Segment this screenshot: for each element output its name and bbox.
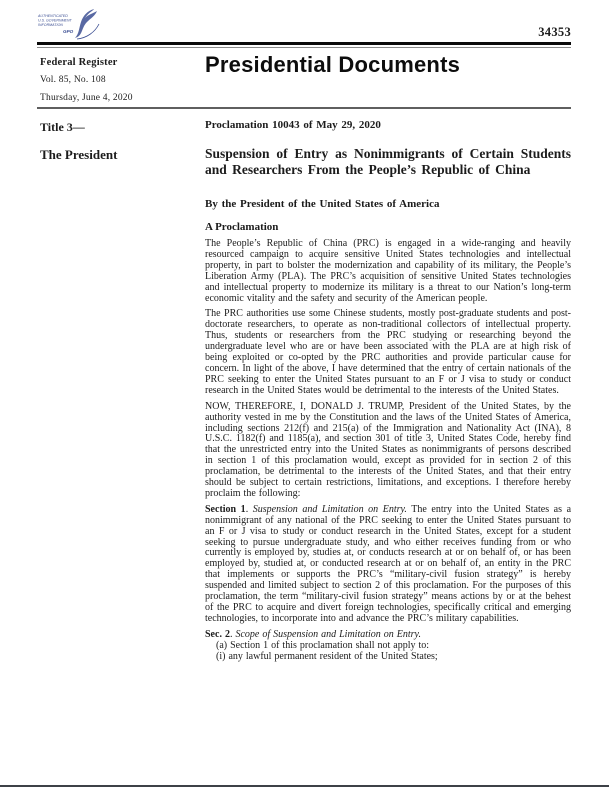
the-president-label: The President	[40, 147, 118, 162]
section-2-label: Sec. 2	[205, 628, 230, 640]
content-area	[37, 119, 571, 663]
eagle-swoosh	[75, 9, 97, 38]
section-2-title: Scope of Suspension and Limitation on Entry.	[235, 628, 421, 640]
item-a: (a) Section 1 of this proclamation shall not apply to:	[216, 639, 430, 651]
logo-line-1: AUTHENTICATED	[38, 14, 68, 18]
page-bottom-edge	[0, 785, 609, 787]
gpo-authenticated-logo	[37, 8, 109, 42]
mid-rule	[37, 107, 571, 109]
volume-number: Vol. 85, No. 108	[40, 75, 106, 85]
section-1-text: The entry into the United States as a nonimmigrant of any national of the PRC seeking to enter the United States pursuant to an F or J visa to study or conduct research in the United States, except for a student seeking to pursue undergraduate study, and who either receives funding from or who currently is employed by, studies at, or conducts research at or on behalf of, or has been employed by, studied at, or conducted research at or on behalf of, an entity in the PRC that implements or supports the PRC’s “military-civil fusion strategy” is hereby suspended and limited subject to section 2 of this proclamation. For the purposes of this proclamation, the term “military-civil fusion strategy” means actions by or at the behest of the PRC to acquire and divert foreign technologies, specifically critical and emerging technologies, to incorporate into and advance the PRC’s military capabilities.	[205, 503, 572, 624]
item-i: (i) any lawful permanent resident of the United States;	[216, 650, 438, 662]
title-sidebar	[40, 120, 200, 163]
proclamation-number-line: Proclamation 10043 of May 29, 2020	[205, 119, 381, 131]
byline: By the President of the United States of America	[205, 198, 440, 210]
a-proclamation-heading: A Proclamation	[205, 221, 279, 233]
paragraph-1: The People’s Republic of China (PRC) is engaged in a wide-ranging and heavily resourced campaign to acquire sensitive United States technologies and intellectual property, in part to bolster the modernization and capability of its military, the People’s Liberation Army (PLA). The PRC’s acquisition of sensitive United States technologies and intellectual property to modernize its military is a threat to our Nation’s long-term economic vitality and the safety and security of the American people.	[205, 238, 571, 304]
section-1-separator: .	[245, 503, 253, 515]
section-1-title: Suspension and Limitation on Entry.	[252, 503, 407, 515]
section-2-separator: .	[229, 628, 236, 640]
top-rule-thick	[37, 42, 571, 45]
paragraph-3: NOW, THEREFORE, I, DONALD J. TRUMP, President of the United States, by the authority vested in me by the Constitution and the laws of the United States of America, including sections 212(f) and 215(a) of the Immigration and Nationality Act (INA), 8 U.S.C. 1182(f) and 1185(a), and section 301 of title 3, United States Code, hereby find that the unrestricted entry into the United States as nonimmigrants of persons described in section 1 of this proclamation would, except as provided for in section 2 of this proclamation, be detrimental to the interests of the United States, and that their entry should be subject to certain restrictions, limitations, and exceptions. I therefore hereby proclaim the following:	[205, 400, 571, 499]
proclamation-body	[205, 119, 571, 663]
top-rule	[37, 42, 571, 48]
page-number: 34353	[538, 25, 571, 39]
logo-line-2: U.S. GOVERNMENT	[38, 18, 72, 23]
paragraph-2: The PRC authorities use some Chinese students, mostly post-graduate students and post-doctorate researchers, to operate as non-traditional collectors of intellectual property. Thus, students or researchers from the PRC studying or researching beyond the undergraduate level who are or have been associated with the PLA are at high risk of being exploited or co-opted by the PRC authorities and provide particular cause for concern. In light of the above, I have determined that the entry of certain nationals of the PRC seeking to enter the United States pursuant to an F or J visa to study or conduct research in the United States would be detrimental to the interests of the United States.	[205, 308, 571, 396]
issue-date: Thursday, June 4, 2020	[40, 93, 133, 103]
section-1-label: Section 1	[205, 503, 246, 515]
section-title: Presidential Documents	[205, 52, 461, 77]
title-3-label: Title 3—	[40, 120, 85, 134]
logo-line-3: INFORMATION	[38, 23, 63, 27]
masthead-left	[40, 57, 200, 103]
logo-line-4: GPO	[63, 29, 74, 34]
gpo-eagle-icon	[37, 8, 109, 42]
section-1-paragraph	[205, 505, 571, 625]
top-rule-thin	[37, 47, 571, 48]
proclamation-title: Suspension of Entry as Nonimmigrants of Certain Students and Researchers From the People’s Republic of China	[205, 146, 571, 177]
journal-name: Federal Register	[40, 57, 118, 68]
